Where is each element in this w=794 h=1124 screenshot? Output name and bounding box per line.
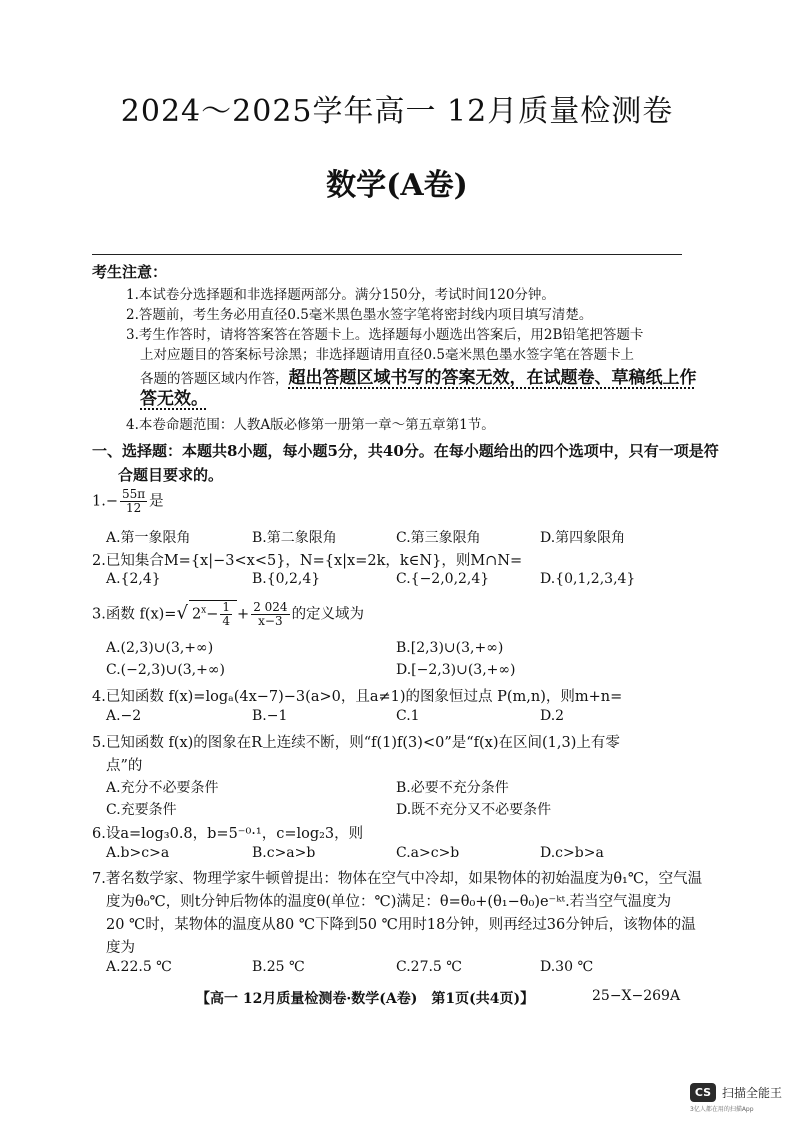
divider-line [92,254,682,255]
q1-option-d: D.第四象限角 [540,530,626,546]
q4-option-a: A.−2 [106,708,142,724]
exam-title: 2024～2025学年高一 12月质量检测卷 [120,94,674,129]
section-heading-line-1: 一、选择题：本题共8小题，每小题5分，共40分。在每小题给出的四个选项中，只有一项是符 [92,442,719,460]
q6-option-b: B.c>a>b [252,845,316,861]
q6-option-a: A.b>c>a [106,845,170,861]
question-7-line-1: 7.著名数学家、物理学家牛顿曾提出：物体在空气中冷却，如果物体的初始温度为θ₁℃，空气温 [92,871,703,887]
q1-option-a: A.第一象限角 [106,530,191,546]
question-4-stem: 4.已知函数 f(x)=logₐ(4x−7)−3(a>0，且a≠1)的图象恒过点 P(m,n)，则m+n= [92,689,623,705]
question-1-stem [92,488,164,515]
q5-option-c: C.充要条件 [106,802,177,818]
q1-fraction [120,488,147,515]
note-3-line-3 [140,363,697,388]
q3-rad-minus: − [206,606,219,623]
q2-option-a: A.{2,4} [106,571,161,587]
q7-option-a: A.22.5 ℃ [106,959,172,975]
q3-f2-den: x−3 [258,614,283,628]
watermark-brand: 扫描全能王 [722,1086,783,1100]
q3-rad-den: 4 [222,614,231,628]
paper-code: 25−X−269A [592,988,681,1004]
q1-tail: 是 [149,493,164,510]
q4-option-b: B.−1 [252,708,288,724]
question-5-line-2: 点”的 [106,758,143,774]
q7-option-b: B.25 ℃ [252,959,305,975]
note-3-emphasis: 超出答题区域书写的答案无效，在试题卷、草稿纸上作 [288,368,697,388]
q3-rad-base: 2 [191,606,202,623]
q2-option-b: B.{0,2,4} [252,571,321,587]
q3-option-b: B.[2,3)∪(3,+∞) [396,640,504,656]
q3-fraction-2 [251,601,289,628]
q2-option-d: D.{0,1,2,3,4} [540,571,636,587]
note-3-line-4 [140,384,208,409]
note-1: 1.本试卷分选择题和非选择题两部分。满分150分，考试时间120分钟。 [126,287,555,303]
q3-option-a: A.(2,3)∪(3,+∞) [106,640,214,656]
q3-option-c: C.(−2,3)∪(3,+∞) [106,662,225,678]
q1-number: 1. [92,493,106,510]
question-5-line-1: 5.已知函数 f(x)的图象在R上连续不断，则“f(1)f(3)<0”是“f(x)在区间(1,3)上有零 [92,735,620,751]
notes-heading: 考生注意： [92,263,168,281]
q3-rad-num: 1 [222,600,231,614]
q3-prefix: 3.函数 f(x)= [92,606,177,623]
question-3-stem [92,600,364,628]
question-7-line-4: 度为 [106,940,135,956]
q1-minus: − [105,493,118,510]
question-6-stem: 6.设a=log₃0.8，b=5⁻⁰·¹，c=log₂3，则 [92,826,364,842]
q6-option-d: D.c>b>a [540,845,604,861]
question-2-stem: 2.已知集合M={x|−3<x<5}，N={x|x=2k，k∈N}，则M∩N= [92,553,523,569]
q5-option-b: B.必要不充分条件 [396,780,509,796]
q3-plus: + [237,606,250,623]
q3-rad-fraction [220,601,232,628]
q1-frac-num: 55π [122,487,146,501]
note-3-line-2: 上对应题目的答案标号涂黑；非选择题请用直径0.5毫米黑色墨水签字笔在答题卡上 [140,347,634,363]
q7-option-c: C.27.5 ℃ [396,959,462,975]
q6-option-c: C.a>c>b [396,845,460,861]
note-3-emphasis-end: 答无效。 [140,389,208,409]
page-footer: 【高一 12月质量检测卷·数学(A卷) 第1页(共4页)】 [196,991,535,1007]
section-heading-line-2: 合题目要求的。 [118,466,224,484]
q1-frac-den: 12 [125,501,142,515]
q4-option-d: D.2 [540,708,565,724]
q3-rad-exp: x [201,605,207,616]
question-7-line-2: 度为θ₀℃，则t分钟后物体的温度θ(单位：℃)满足：θ=θ₀+(θ₁−θ₀)e⁻ᵏᵗ.若当空气温度为 [106,894,672,910]
q5-option-a: A.充分不必要条件 [106,780,219,796]
note-2: 2.答题前，考生务必用直径0.5毫米黑色墨水签字笔将密封线内项目填写清楚。 [126,307,593,323]
q3-radicand [189,600,237,628]
exam-subtitle: 数学(A卷) [326,168,468,203]
sqrt-sign-icon: √ [176,602,188,624]
note-3-prefix: 各题的答题区域内作答， [140,371,289,387]
note-3-line-1: 3.考生作答时，请将答案答在答题卡上。选择题每小题选出答案后，用2B铅笔把答题卡 [126,327,644,343]
question-7-line-3: 20 ℃时，某物体的温度从80 ℃下降到50 ℃用时18分钟，则再经过36分钟后，该物体的温 [106,917,696,933]
q3-tail: 的定义域为 [291,606,365,623]
q1-option-b: B.第二象限角 [252,530,337,546]
q1-option-c: C.第三象限角 [396,530,481,546]
q3-f2-num: 2 024 [253,600,288,614]
q3-option-d: D.[−2,3)∪(3,+∞) [396,662,516,678]
note-4: 4.本卷命题范围：人教A版必修第一册第一章～第五章第1节。 [126,417,495,433]
q5-option-d: D.既不充分又不必要条件 [396,802,552,818]
q7-option-d: D.30 ℃ [540,959,594,975]
watermark-slogan: 3亿人都在用的扫描App [690,1106,754,1113]
q2-option-c: C.{−2,0,2,4} [396,571,490,587]
q4-option-c: C.1 [396,708,420,724]
camscanner-logo-icon: CS [690,1083,716,1102]
